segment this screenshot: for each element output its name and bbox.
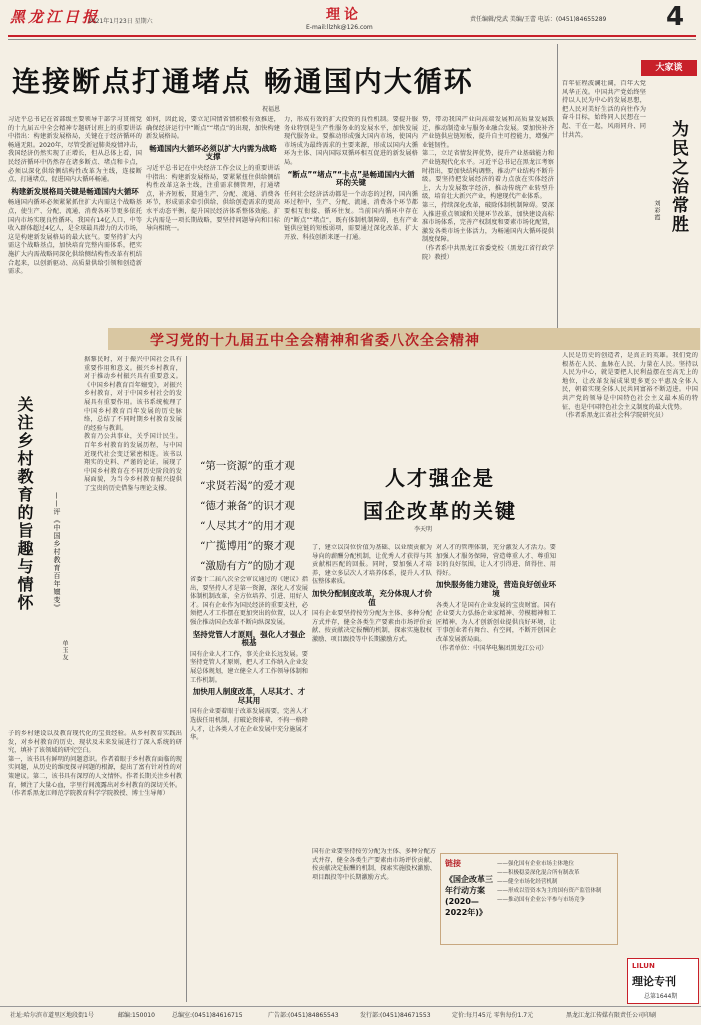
- main-col3-text: 力，形成有效的扩大投资的良性机制。要提升服务业特别是生产性服务业的发展水平，加快发展现代服务业。要推动形成强大国内市场，使国内市场成为最终需求的主要来源，形成以国内大循环为主体、国内国际双循环相互促进的新发展格局。: [284, 116, 418, 166]
- theme-banner: 学习党的十九届五中全会精神和省委八次全会精神: [150, 333, 480, 349]
- center-col3b-text: 各类人才是国有企业发展的宝贵财富。国有企业要大力弘扬企业家精神、劳模精神和工匠精神，为人才创新创业提供良好环境，让干事创业者有舞台、有空间，不断开创国企改革发展新局面。: [436, 601, 556, 643]
- left-article-byline: 单玉友: [61, 640, 68, 661]
- talent-views-list: [200, 458, 320, 573]
- section-email: E-mail:llzhk@126.com: [306, 24, 373, 31]
- main-col1-text: 习近平总书记在省部级主要领导干部学习贯彻党的十九届五中全会精神专题研讨班上的重要讲话中指出：构建新发展格局，关键在于经济循环的畅通无阻。2020年，尽管受新冠肺炎疫情冲击，我国经济仍然实现了正增长，但从总体上看，国民经济循环中仍然存在诸多断点、堵点和卡点，必须以深化供给侧结构性改革为主线，连接断点，打通堵点，促进国内大循环畅通。: [8, 116, 142, 184]
- page-number: 4: [666, 2, 685, 32]
- left-col1-text: 据黎民时，对于振兴中国社会具有重要作用和意义。振兴乡村教育，对于推动乡村振兴具有重要意义。《中国乡村教育百年嬗变》，对振兴乡村教育，对于中国乡村社会的发展具有重要作用。该书系统梳理了中国乡村教育百年发展的历史脉络，总结了不同时期乡村教育发展的经验与教训。: [84, 356, 182, 432]
- link-box-line: ——推动国有企业公平参与市场竞争: [497, 897, 586, 903]
- left-article-col1: [84, 356, 182, 728]
- center-byline: 李天明: [414, 526, 433, 533]
- left-article-title: 关注乡村教育的旨趣与情怀: [15, 396, 34, 612]
- left-col2-note: （作者系黑龙江师范学院教育科学学院教授、博士生导师）: [8, 790, 169, 798]
- link-box-book: 《国企改革三年行动方案(2020—2022年)》: [445, 875, 493, 917]
- talent-view-1: “第一资源”的重才观: [200, 460, 295, 472]
- link-box-line: ——强化国有企业市场主体地位: [497, 861, 575, 867]
- center-col1c-text: 国有企业要着眼于改革发展需要，完善人才选拔任用机制，打破论资排辈，不拘一格降人才，让各类人才在企业发展中充分施展才华。: [190, 708, 308, 742]
- center-article-col2: [312, 544, 432, 844]
- footer-printer: 黑龙江龙江传媒有限责任公司印刷: [566, 1012, 657, 1019]
- side-article-title: 为民之治常胜: [668, 120, 688, 234]
- talent-view-3: “德才兼备”的识才观: [200, 500, 295, 512]
- main-col4b-text: 第二，立足省情发挥优势，提升产业基础能力和产业链现代化水平。习近平总书记在黑龙江考察时指出，要加快结构调整，推动产业结构不断升级。要坚持把发展经济的着力点放在实体经济上，大力发展数字经济，推动传统产业转型升级，培育壮大新兴产业，构建现代产业体系。: [422, 150, 554, 201]
- main-article-col2: [146, 116, 280, 328]
- center-col1b-text: 国有企业人才工作，事关企业长远发展。要坚持党管人才原则，把人才工作纳入企业发展总体规划，建立健全人才工作领导体制和工作机制。: [190, 650, 308, 684]
- talent-view-2: “求贤若渴”的爱才观: [200, 480, 295, 492]
- link-box-list: [497, 860, 613, 905]
- center-bottom-text: [312, 848, 436, 1002]
- side-col2-text: 人民是历史的创造者，是真正的英雄。我们党的根基在人民、血脉在人民、力量在人民。坚持以人民为中心，就是要把人民利益摆在至高无上的地位，让改革发展成果更多更公平惠及全体人民，朝着实现全体人民共同富裕不断迈进。中国共产党的领导是中国特色社会主义最本质的特征，也是中国特色社会主义制度的最大优势。: [562, 352, 698, 411]
- link-box: [440, 853, 618, 945]
- center-bottom-fill: 国有企业要坚持按劳分配为主体、多种分配方式并存，健全各类生产要素由市场评价贡献、按贡献决定报酬的机制，探索实施股权激励、项目跟投等中长期激励方式。: [312, 848, 436, 881]
- side-divider: [557, 44, 558, 328]
- main-article-col1: [8, 116, 142, 328]
- center-title-line1: 人才强企是: [385, 466, 495, 490]
- center-col1-text: 省委十二届八次全会审议通过的《建议》指出，要坚持人才是第一资源，深化人才发展体制机制改革，全方位培养、引进、用好人才。国有企业作为国民经济的重要支柱，必须把人才工作摆在更加突出的位置，以人才强企推动国企改革不断向纵深发展。: [190, 576, 308, 626]
- ad-title: 理论专刊: [632, 975, 676, 988]
- footer-post: 邮编:150010: [118, 1012, 155, 1019]
- talent-view-6: “激励有方”的励才观: [200, 560, 295, 572]
- center-col2-subhead: 加快分配制度改革，充分体现人才价值: [312, 588, 432, 607]
- side-article-col1: [562, 80, 646, 328]
- link-box-label: 链接: [445, 859, 461, 868]
- center-col1-subhead: 坚持党管人才原则，强化人才强企根基: [192, 629, 306, 648]
- center-col3-text: 对人才的管理体制，充分激发人才活力。要加强人才服务保障，营造尊重人才、尊重知识的良好氛围，让人才引得进、留得住、用得好。: [436, 544, 556, 577]
- link-box-line: ——健全市场化经营机制: [497, 879, 558, 885]
- issue-date: 2021年1月23日 星期六: [88, 18, 153, 25]
- main-col1-subhead: 构建新发展格局关键是畅通国内大循环: [11, 186, 139, 196]
- main-col4-text: 势，带动我国产业向高端发展和高质量发展跃迁，推动制造业与服务业融合发展。要加快补齐产业链供应链短板，提升自主可控能力，增强产业链韧性。: [422, 116, 554, 149]
- center-article-col1: [190, 576, 308, 1002]
- main-col3b-text: 任何社会经济活动都是一个动态的过程，国内循环过程中，生产、分配、流通、消费各个环节都要相互衔接、循环往复。当前国内循环中存在的“断点”“堵点”，既有体制机制障碍，也有产业链供应链的短板弱项，需要通过深化改革、扩大开放、科技创新来逐一打通。: [284, 190, 418, 241]
- main-col3-subhead: “断点”“堵点”“卡点”是畅通国内大循环的关键: [287, 169, 415, 188]
- side-article-byline: 刘彩霞: [653, 200, 660, 221]
- center-title-line2: 国企改革的关键: [363, 499, 517, 523]
- center-col2-text: 了，建立以岗位价值为基础、以业绩贡献为导向的薪酬分配机制，让优秀人才获得与其贡献相匹配的回报。同时，要加强人才培养，建立多层次人才培养体系，提升人才队伍整体素质。: [312, 544, 432, 586]
- talent-view-5: “广揽博用”的聚才观: [200, 540, 295, 552]
- main-col1b-text: 畅通国内循环必须紧紧抓住扩大内需这个战略基点，使生产、分配、流通、消费各环节更多依托国内市场实现良性循环。我国有14亿人口，中等收入群体超过4亿人，是全球最具潜力的大市场，这是构建新发展格局的最大底气。要坚持扩大内需这个战略基点，加快培育完整内需体系，把实施扩大内需战略同深化供给侧结构性改革有机结合起来，以创新驱动、高质量供给引领和创造新需求。: [8, 199, 142, 276]
- link-box-line: ——形成以管资本为主的国有资产监管体制: [497, 888, 602, 894]
- main-col4c-text: 第三，持续深化改革，破除体制机制障碍。要深入推进重点领域和关键环节改革，加快建设高标准市场体系，完善产权制度和要素市场化配置，激发各类市场主体活力，为畅通国内大循环提供制度保障。: [422, 201, 554, 244]
- masthead-rule: [8, 35, 696, 37]
- center-col3-note: （作者单位：中国华电集团黑龙江公司）: [436, 644, 548, 652]
- side-col1-text: 百年征程波澜壮阔，百年大党风华正茂。中国共产党始终坚持以人民为中心的发展思想，把人民对美好生活的向往作为奋斗目标，始终同人民想在一起、干在一起，风雨同舟、同甘共苦。: [562, 80, 646, 139]
- main-article-col4: [422, 116, 554, 328]
- footer-address: 社址:哈尔滨市道里区地段街1号: [10, 1012, 94, 1019]
- footer-ads: 广告部:(0451)84865543: [268, 1012, 339, 1019]
- center-col3-subhead: 加快服务能力建设，营造良好创业环境: [436, 580, 556, 598]
- center-article-col3: [436, 544, 556, 844]
- editors-line: 责任编辑/党武 美编/王蕾 电话：(0451)84655289: [470, 16, 607, 23]
- center-article-title: [330, 462, 550, 524]
- column-badge: 大家谈: [641, 60, 697, 76]
- left-col2b-text: 第一，该书具有鲜明的问题意识。作者着眼于乡村教育面临的现实问题，从历史的维度探寻问题的根源，提出了富有针对性的对策建议。第二，该书具有深厚的人文情怀。作者长期关注乡村教育，倾注了大量心血，字里行间流露出对乡村教育的深切关怀。: [8, 755, 182, 789]
- masthead-rule-thin: [8, 39, 696, 40]
- footer-price: 定价:每月45元 零售每份1.7元: [452, 1012, 534, 1019]
- main-byline: 祝福恩: [262, 106, 281, 113]
- footer-office: 总编室:(0451)84616715: [172, 1012, 243, 1019]
- section-title: 理论: [326, 7, 362, 23]
- main-headline: 连接断点打通堵点 畅通国内大循环: [12, 65, 474, 98]
- ad-brand: LILUN: [632, 962, 655, 970]
- left-article-subtitle: ——评《中国乡村教育百年嬗变》: [53, 492, 61, 612]
- left-divider: [186, 356, 187, 1002]
- left-col1b-text: 教育乃公共事业，关乎国计民生。百年乡村教育的发展历程，与中国近现代社会变迁紧密相连。该书以翔实的史料、严谨的论证，展现了中国乡村教育在不同历史阶段的发展面貌，为当今乡村教育振兴提供了宝贵的历史借鉴与理论支撑。: [84, 433, 182, 492]
- main-col2b-text: 习近平总书记在中央经济工作会议上的重要讲话中指出：构建新发展格局，要紧紧扭住供给侧结构性改革这条主线，注重需求侧管理，打通堵点，补齐短板，贯通生产、分配、流通、消费各环节，形成需求牵引供给、供给创造需求的更高水平动态平衡，提升国民经济体系整体效能。扩大内需是一项长期战略，要坚持问题导向和目标导向相统一。: [146, 164, 280, 233]
- side-col2-note: （作者系黑龙江省社会科学院研究员）: [562, 412, 668, 420]
- theory-column-logo: [627, 958, 699, 1004]
- main-article-col3: [284, 116, 418, 328]
- main-col2-subhead: 畅通国内大循环必须以扩大内需为战略支撑: [149, 143, 277, 162]
- center-col2b-text: 国有企业要坚持按劳分配为主体、多种分配方式并存，健全各类生产要素由市场评价贡献、按贡献决定报酬的机制，探索实施股权激励、项目跟投等中长期激励方式。: [312, 610, 432, 643]
- main-col2-text: 如何，因此说，要立足国情省情积极有效推进，确保经济运行中“断点”“堵点”的出现，加快构建新发展格局。: [146, 116, 280, 141]
- talent-view-4: “人尽其才”的用才观: [200, 520, 295, 532]
- newspaper-name: 黑龙江日报: [10, 8, 101, 26]
- link-box-line: ——积极稳妥深化混合所有制改革: [497, 870, 580, 876]
- main-col4-note: （作者系中共黑龙江省委党校（黑龙江省行政学院）教授）: [422, 244, 554, 261]
- center-col1-subhead2: 加快用人制度改革，人尽其才、才尽其用: [192, 687, 306, 705]
- ad-issue: 总第1644期: [644, 993, 678, 1000]
- left-article-col2: [8, 730, 182, 1002]
- footer-dist: 发行部:(0451)84671553: [360, 1012, 431, 1019]
- left-col2-text: 子的乡村建设以及教育现代化的宝贵经验。从乡村教育实践出发，对乡村教育的历史、现状及未来发展进行了深入系统的研究，填补了该领域的研究空白。: [8, 730, 182, 755]
